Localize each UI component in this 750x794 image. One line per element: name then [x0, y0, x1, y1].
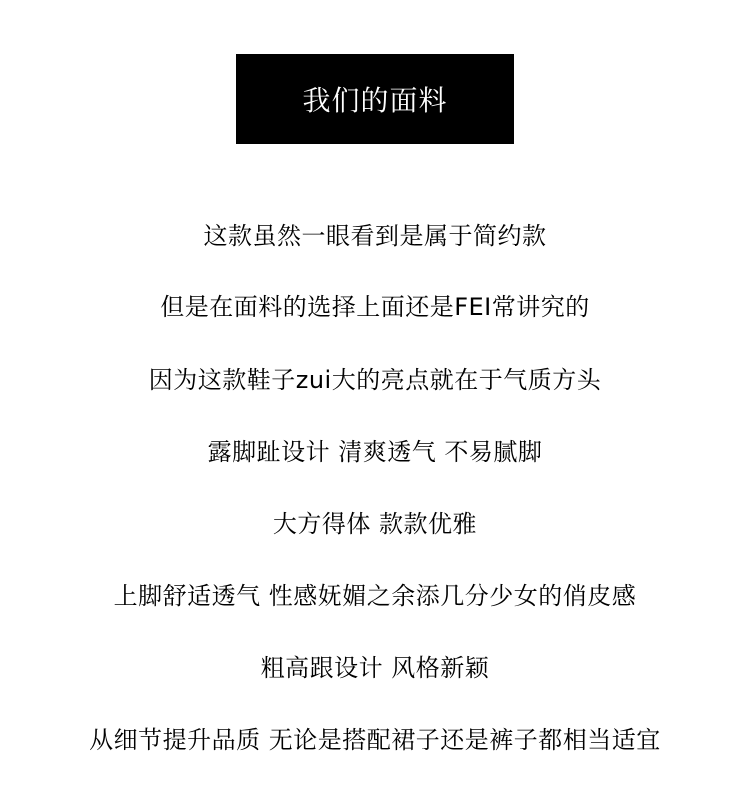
title-banner [236, 54, 514, 144]
description-line-2: 但是在面料的选择上面还是FEI常讲究的 [160, 293, 590, 321]
description-line-3: 因为这款鞋子zui大的亮点就在于气质方头 [148, 366, 602, 394]
description-line-7: 粗高跟设计 风格新颖 [260, 654, 490, 682]
description-line-8: 从细节提升品质 无论是搭配裙子还是裤子都相当适宜 [89, 726, 661, 754]
description-line-1: 这款虽然一眼看到是属于简约款 [203, 222, 547, 250]
description-line-4: 露脚趾设计 清爽透气 不易腻脚 [207, 438, 543, 466]
description-line-6: 上脚舒适透气 性感妩媚之余添几分少女的俏皮感 [113, 582, 637, 610]
description-line-5: 大方得体 款款优雅 [272, 510, 478, 538]
page-title: 我们的面料 [302, 84, 448, 117]
